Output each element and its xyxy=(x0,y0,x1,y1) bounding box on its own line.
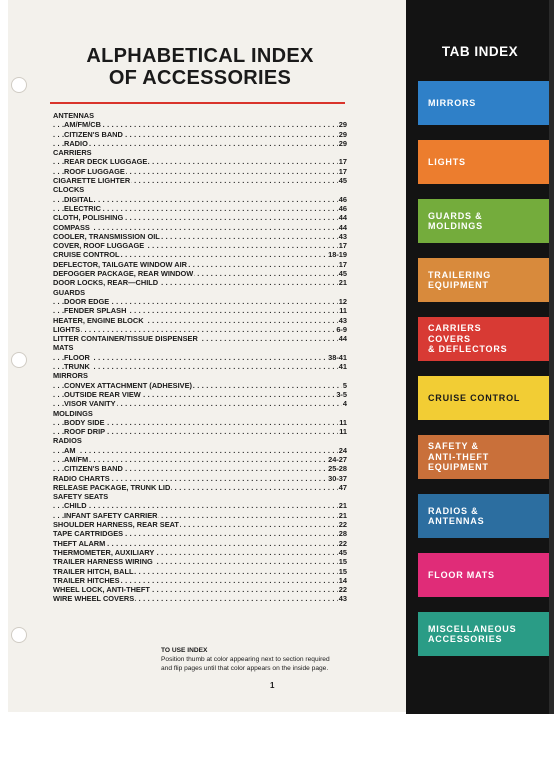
index-entry-page: 43 xyxy=(338,231,347,241)
tab-mirrors[interactable] xyxy=(418,81,549,125)
index-entry-label: RELEASE PACKAGE, TRUNK LID xyxy=(53,482,171,492)
index-entry-page: 45 xyxy=(338,176,347,186)
index-entry-label: DEFOGGER PACKAGE, REAR WINDOW xyxy=(53,269,194,279)
index-entry-page: 28 xyxy=(338,529,347,539)
index-entry-label: VISOR VANITY xyxy=(64,399,116,409)
index-entry xyxy=(53,548,347,557)
index-entry-label: COVER, ROOF LUGGAGE xyxy=(53,241,145,251)
index-entry xyxy=(53,381,347,390)
index-entry-page: 22 xyxy=(338,538,347,548)
index-entry-label: AM xyxy=(64,445,76,455)
index-entry xyxy=(53,539,347,548)
index-entry-page: 44 xyxy=(338,213,347,223)
index-entry-page: 41 xyxy=(338,362,347,372)
index-entry xyxy=(53,223,347,232)
index-entry xyxy=(53,213,347,222)
tab-lights[interactable] xyxy=(418,140,549,184)
tab-label: EQUIPMENT xyxy=(428,462,489,473)
index-entry-label: DOOR LOCKS, REAR—CHILD xyxy=(53,278,159,288)
index-entry-page: 43 xyxy=(338,594,347,604)
tab-label: LIGHTS xyxy=(428,156,466,167)
index-entry-label: AM/FM xyxy=(64,454,89,464)
title-line-1: ALPHABETICAL INDEX xyxy=(86,45,314,67)
index-entry-page: 5 xyxy=(342,380,347,390)
index-entry-label: RADIOS xyxy=(53,436,82,446)
index-entry xyxy=(53,130,347,139)
accessory-index-list xyxy=(53,111,347,604)
tab-label: MIRRORS xyxy=(428,97,477,108)
index-entry-page: 21 xyxy=(338,510,347,520)
index-entry xyxy=(53,269,347,278)
index-entry xyxy=(53,529,347,538)
index-entry xyxy=(53,390,347,399)
tab-label: ANTENNAS xyxy=(428,516,485,526)
index-entry-page: 17 xyxy=(338,166,347,176)
index-entry xyxy=(53,176,347,185)
index-entry xyxy=(53,501,347,510)
usage-note-heading: TO USE INDEX xyxy=(161,647,208,654)
usage-note xyxy=(161,646,330,673)
index-entry-label: RADIO xyxy=(64,138,88,148)
index-entry-label: RADIO CHARTS xyxy=(53,473,110,483)
index-entry-label: WHEEL LOCK, ANTI-THEFT xyxy=(53,585,150,595)
index-entry-label: CHILD xyxy=(64,501,87,511)
index-entry-page: 18-19 xyxy=(328,250,347,260)
index-entry-page: 45 xyxy=(338,269,347,279)
index-entry-label: GUARDS xyxy=(53,287,86,297)
tab-label: MOLDINGS xyxy=(428,221,483,231)
index-entry-page: 46 xyxy=(338,194,347,204)
index-entry-label: CLOTH, POLISHING xyxy=(53,213,124,223)
tab-label: CRUISE CONTROL xyxy=(428,392,521,403)
index-entry xyxy=(53,474,347,483)
tab-radios-antennas[interactable] xyxy=(418,494,549,538)
index-entry-label: COOLER, TRANSMISSION OIL xyxy=(53,231,160,241)
index-entry-label: REAR DECK LUGGAGE xyxy=(64,157,148,167)
index-entry xyxy=(53,353,347,362)
index-entry xyxy=(53,157,347,166)
index-category xyxy=(53,111,347,120)
binder-hole xyxy=(11,77,27,93)
index-entry-label: BODY SIDE xyxy=(64,417,105,427)
index-entry-label: OUTSIDE REAR VIEW xyxy=(64,389,141,399)
index-entry-page: 17 xyxy=(338,241,347,251)
index-entry-page: 29 xyxy=(338,120,347,130)
index-entry-label: CARRIERS xyxy=(53,148,92,158)
index-entry xyxy=(53,297,347,306)
index-entry xyxy=(53,455,347,464)
tab-label: MISCELLANEOUS xyxy=(428,623,517,634)
index-entry-label: LITTER CONTAINER/TISSUE DISPENSER xyxy=(53,334,198,344)
index-entry-page: 22 xyxy=(338,585,347,595)
index-entry xyxy=(53,520,347,529)
index-category xyxy=(53,436,347,445)
index-entry-page: 29 xyxy=(338,138,347,148)
index-entry-page: 45 xyxy=(338,547,347,557)
tab-index-title: TAB INDEX xyxy=(441,44,519,59)
index-entry-page: 43 xyxy=(338,315,347,325)
index-entry-label: MIRRORS xyxy=(53,371,88,381)
index-entry xyxy=(53,557,347,566)
index-entry xyxy=(53,399,347,408)
usage-note-line: and flip pages until that color appears on the inside page. xyxy=(161,665,329,672)
index-entry xyxy=(53,483,347,492)
title-line-2: OF ACCESSORIES xyxy=(108,67,292,89)
index-entry-page: 15 xyxy=(338,557,347,567)
tab-label: CARRIERS xyxy=(428,323,482,334)
tab-label: SAFETY & xyxy=(428,441,479,452)
index-category xyxy=(53,371,347,380)
tab-label: TRAILERING xyxy=(428,269,491,280)
index-category xyxy=(53,409,347,418)
index-entry-label: CITIZEN'S BAND xyxy=(64,464,123,474)
index-entry-page: 47 xyxy=(338,482,347,492)
index-entry-label: MOLDINGS xyxy=(53,408,93,418)
index-entry-page: 38-41 xyxy=(328,352,347,362)
tab-label: FLOOR MATS xyxy=(428,569,495,580)
index-entry-page: 21 xyxy=(338,501,347,511)
index-entry xyxy=(53,511,347,520)
page-title xyxy=(50,45,350,89)
index-entry xyxy=(53,204,347,213)
index-entry-page: 44 xyxy=(338,222,347,232)
index-entry-label: ROOF DRIP xyxy=(64,427,106,437)
title-rule xyxy=(50,102,345,104)
tab-label: EQUIPMENT xyxy=(428,280,489,290)
index-entry xyxy=(53,362,347,371)
index-entry-label: TAPE CARTRIDGES xyxy=(53,529,124,539)
index-entry-label: THERMOMETER, AUXILIARY xyxy=(53,547,155,557)
index-entry-page: 15 xyxy=(338,566,347,576)
index-entry xyxy=(53,260,347,269)
tab-label: RADIOS & xyxy=(428,505,479,516)
index-entry-label: CIGARETTE LIGHTER xyxy=(53,176,131,186)
index-entry-page: 30-37 xyxy=(328,473,347,483)
index-entry-page: 46 xyxy=(338,203,347,213)
index-entry xyxy=(53,241,347,250)
index-entry-label: ROOF LUGGAGE xyxy=(64,166,125,176)
index-entry xyxy=(53,250,347,259)
index-entry xyxy=(53,195,347,204)
index-entry-page: 17 xyxy=(338,259,347,269)
index-entry xyxy=(53,334,347,343)
index-entry-label: TRAILER HARNESS WIRING xyxy=(53,557,153,567)
index-entry-page: 12 xyxy=(338,296,347,306)
index-entry-page: 11 xyxy=(339,306,347,316)
index-entry-label: DIGITAL xyxy=(64,194,94,204)
index-entry-page: 11 xyxy=(339,417,347,427)
index-category xyxy=(53,185,347,194)
index-entry-label: HEATER, ENGINE BLOCK xyxy=(53,315,144,325)
page-number: 1 xyxy=(270,681,275,690)
index-entry-label: INFANT SAFETY CARRIER xyxy=(64,510,158,520)
index-entry-page: 14 xyxy=(338,575,347,585)
tab-trailering-equipment[interactable] xyxy=(418,258,549,302)
index-entry-page: 4 xyxy=(342,399,347,409)
index-entry-label: LIGHTS xyxy=(53,324,81,334)
tab-label: COVERS xyxy=(428,333,471,344)
index-entry xyxy=(53,464,347,473)
index-category xyxy=(53,343,347,352)
index-entry-label: CLOCKS xyxy=(53,185,85,195)
index-entry-label: FLOOR xyxy=(64,352,90,362)
tab-miscellaneous-accessories[interactable] xyxy=(418,612,549,656)
index-entry-label: AM/FM/CB xyxy=(64,120,101,130)
index-entry-page: 24 xyxy=(338,445,347,455)
tab-label: GUARDS & xyxy=(428,210,483,221)
index-entry xyxy=(53,120,347,129)
index-entry xyxy=(53,306,347,315)
index-entry-label: SAFETY SEATS xyxy=(53,492,109,502)
index-entry xyxy=(53,594,347,603)
tab-floor-mats[interactable] xyxy=(418,553,549,597)
index-entry-label: CONVEX ATTACHMENT (ADHESIVE) xyxy=(64,380,192,390)
index-entry-label: ANTENNAS xyxy=(53,111,95,120)
index-entry xyxy=(53,567,347,576)
index-entry-page: 24-27 xyxy=(328,454,347,464)
index-entry xyxy=(53,418,347,427)
index-entry-label: DEFLECTOR, TAILGATE WINDOW AIR xyxy=(53,259,187,269)
usage-note-line: Position thumb at color appearing next to section required xyxy=(161,656,330,663)
tab-cruise-control[interactable] xyxy=(418,376,549,420)
index-entry-label: ELECTRIC xyxy=(64,203,101,213)
index-entry xyxy=(53,446,347,455)
index-entry-label: SHOULDER HARNESS, REAR SEAT xyxy=(53,520,179,530)
index-entry xyxy=(53,427,347,436)
index-entry-page: 11 xyxy=(339,427,347,437)
index-entry-label: TRAILER HITCH, BALL xyxy=(53,566,134,576)
index-entry-page: 17 xyxy=(338,157,347,167)
index-entry-label: TRAILER HITCHES xyxy=(53,575,120,585)
tab-label: & DEFLECTORS xyxy=(428,344,508,355)
index-entry-label: TRUNK xyxy=(64,362,90,372)
index-entry-label: FENDER SPLASH xyxy=(64,306,127,316)
binder-hole xyxy=(11,352,27,368)
index-entry xyxy=(53,576,347,585)
index-entry-page: 25-28 xyxy=(328,464,347,474)
index-entry-label: MATS xyxy=(53,343,74,353)
index-category xyxy=(53,492,347,501)
index-entry-label: WIRE WHEEL COVERS xyxy=(53,594,135,604)
binder-hole xyxy=(11,627,27,643)
index-entry-label: DOOR EDGE xyxy=(64,296,110,306)
index-entry xyxy=(53,167,347,176)
index-category xyxy=(53,288,347,297)
index-entry-label: THEFT ALARM xyxy=(53,538,106,548)
index-entry-label: CRUISE CONTROL xyxy=(53,250,120,260)
index-entry-label: CITIZEN'S BAND xyxy=(64,129,123,139)
index-category xyxy=(53,148,347,157)
index-entry xyxy=(53,316,347,325)
index-entry-page: 22 xyxy=(338,520,347,530)
index-entry-page: 21 xyxy=(338,278,347,288)
index-entry-page: 3-5 xyxy=(336,389,347,399)
tab-carriers-covers-deflectors[interactable] xyxy=(418,317,549,361)
index-entry xyxy=(53,325,347,334)
panel-edge xyxy=(549,0,554,714)
tab-guards-moldings[interactable] xyxy=(418,199,549,243)
index-entry xyxy=(53,232,347,241)
index-entry-page: 6-9 xyxy=(336,324,347,334)
index-entry xyxy=(53,585,347,594)
index-entry-label: COMPASS xyxy=(53,222,90,232)
tab-safety-anti-theft[interactable] xyxy=(418,435,549,479)
index-entry xyxy=(53,278,347,287)
index-entry-page: 29 xyxy=(338,129,347,139)
index-entry-page: 44 xyxy=(338,334,347,344)
tab-label: ACCESSORIES xyxy=(428,634,503,644)
index-entry xyxy=(53,139,347,148)
tab-label: ANTI-THEFT xyxy=(428,451,489,462)
